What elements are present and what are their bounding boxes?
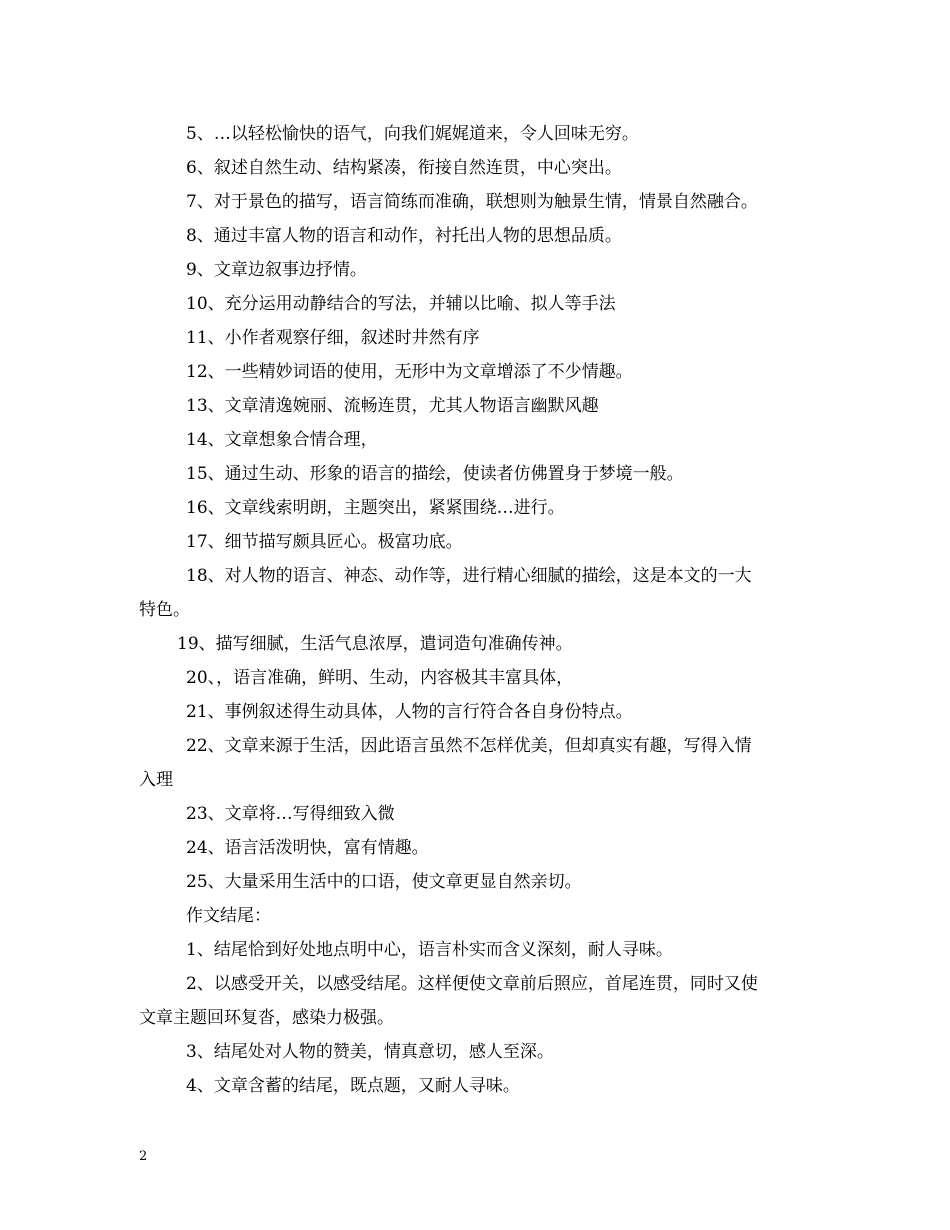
paragraph-line: 7、对于景色的描写，语言简练而准确，联想则为触景生情，情景自然融合。 <box>186 192 758 212</box>
paragraph-line: 17、细节描写颇具匠心。极富功底。 <box>186 532 463 552</box>
paragraph-line: 3、结尾处对人物的赞美，情真意切，感人至深。 <box>186 1042 554 1062</box>
paragraph-line: 23、文章将…写得细致入微 <box>186 804 395 824</box>
paragraph-line: 10、充分运用动静结合的写法，并辅以比喻、拟人等手法 <box>186 294 616 314</box>
paragraph-line: 1、结尾恰到好处地点明中心，语言朴实而含义深刻，耐人寻味。 <box>186 940 673 960</box>
paragraph-line: 16、文章线索明朗，主题突出，紧紧围绕…进行。 <box>186 498 565 518</box>
paragraph-continuation: 文章主题回环复沓，感染力极强。 <box>139 1008 394 1028</box>
paragraph-continuation: 特色。 <box>139 600 190 620</box>
paragraph-line: 2、以感受开关，以感受结尾。这样便使文章前后照应，首尾连贯，同时又使 <box>186 974 758 994</box>
paragraph-continuation: 入理 <box>139 770 173 790</box>
document-body <box>139 117 819 1103</box>
paragraph-line: 14、文章想象合情合理， <box>186 430 378 450</box>
paragraph-line: 22、文章来源于生活，因此语言虽然不怎样优美，但却真实有趣，写得入情 <box>186 736 752 756</box>
paragraph-line: 15、通过生动、形象的语言的描绘，使读者仿佛置身于梦境一般。 <box>186 464 684 484</box>
paragraph-line: 18、对人物的语言、神态、动作等，进行精心细腻的描绘，这是本文的一大 <box>186 566 752 586</box>
paragraph-line: 19、描写细腻，生活气息浓厚，遣词造句准确传神。 <box>177 634 573 654</box>
paragraph-line: 13、文章清逸婉丽、流畅连贯，尤其人物语言幽默风趣 <box>186 396 599 416</box>
paragraph-line: 4、文章含蓄的结尾，既点题，又耐人寻味。 <box>186 1076 520 1096</box>
paragraph-line: 21、事例叙述得生动具体，人物的言行符合各自身份特点。 <box>186 702 633 722</box>
paragraph-line: 25、大量采用生活中的口语，使文章更显自然亲切。 <box>186 872 582 892</box>
paragraph-line: 24、语言活泼明快，富有情趣。 <box>186 838 429 858</box>
paragraph-line: 8、通过丰富人物的语言和动作，衬托出人物的思想品质。 <box>186 226 622 246</box>
paragraph-line: 5、…以轻松愉快的语气，向我们娓娓道来，令人回味无穷。 <box>186 124 639 144</box>
paragraph-line: 20、，语言准确，鲜明、生动，内容极其丰富具体， <box>186 668 574 688</box>
page-number: 2 <box>139 1149 148 1164</box>
section-heading: 作文结尾： <box>186 906 271 926</box>
paragraph-line: 11、小作者观察仔细，叙述时井然有序 <box>186 328 480 348</box>
paragraph-line: 12、一些精妙词语的使用，无形中为文章增添了不少情趣。 <box>186 362 633 382</box>
paragraph-line: 6、叙述自然生动、结构紧凑，衔接自然连贯，中心突出。 <box>186 158 622 178</box>
paragraph-line: 9、文章边叙事边抒情。 <box>186 260 367 280</box>
